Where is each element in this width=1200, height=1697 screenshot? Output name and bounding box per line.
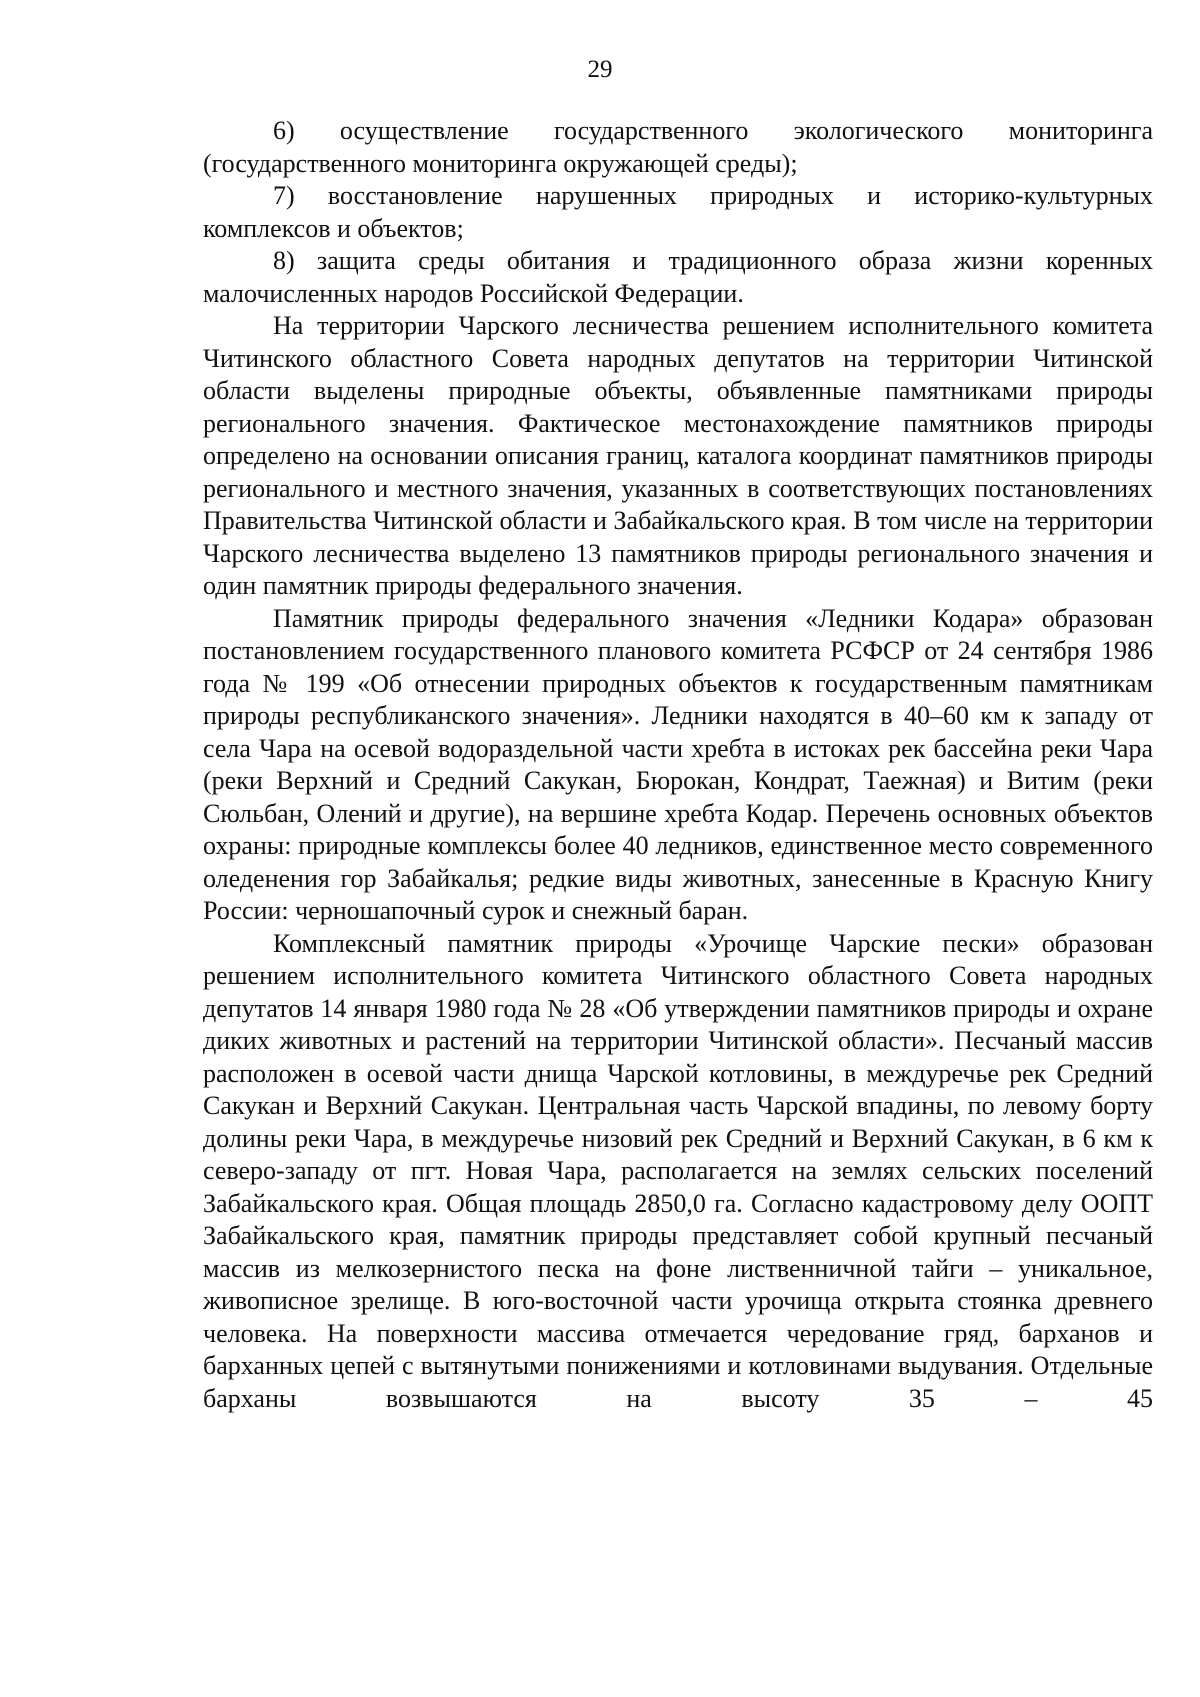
paragraph-item-6: 6) осуществление государственного экологического мониторинга (государственного мониторинга окружающей среды);	[203, 116, 1153, 178]
paragraph-item-7: 7) восстановление нарушенных природных и историко-культурных комплексов и объектов;	[203, 181, 1153, 243]
page-number: 29	[587, 56, 613, 83]
paragraph-chara-sands: Комплексный памятник природы «Урочище Чарские пески» образован решением исполнительного комитета Читинского областного Совета народных депутатов 14 января 1980 года № 28 «Об утверждении памятников природы и охране диких животных и растений на территории Читинской области». Песчаный массив расположен в осевой части днища Чарской котловины, в междуречье рек Средний Сакукан и Верхний Сакукан. Центральная часть Чарской впадины, по левому борту долины реки Чара, в междуречье низовий рек Средний и Верхний Сакукан, в 6 км к северо-западу от пгт. Новая Чара, располагается на землях сельских поселений Забайкальского края. Общая площадь 2850,0 га. Согласно кадастровому делу ООПТ Забайкальского края, памятник природы представляет собой крупный песчаный массив из мелкозернистого песка на фоне лиственничной тайги – уникальное, живописное зрелище. В юго-восточной части урочища открыта стоянка древнего человека. На поверхности массива отмечается чередование гряд, барханов и барханных цепей с вытянутыми понижениями и котловинами выдувания. Отдельные барханы возвышаются на высоту 35 – 45	[203, 928, 1153, 1413]
paragraph-kodar-glaciers: Памятник природы федерального значения «Ледники Кодара» образован постановлением государственного планового комитета РСФСР от 24 сентября 1986 года № 199 «Об отнесении природных объектов к государственным памятникам природы республиканского значения». Ледники находятся в 40–60 км к западу от села Чара на осевой водораздельной части хребта в истоках рек бассейна реки Чара (реки Верхний и Средний Сакукан, Бюрокан, Кондрат, Таежная) и Витим (реки Сюльбан, Олений и другие), на вершине хребта Кодар. Перечень основных объектов охраны: природные комплексы более 40 ледников, единственное место современного оледенения гор Забайкалья; редкие виды животных, занесенные в Красную Книгу России: черношапочный сурок и снежный баран.	[203, 603, 1153, 925]
document-body	[203, 115, 1153, 1415]
paragraph-item-8: 8) защита среды обитания и традиционного образа жизни коренных малочисленных народов Российской Федерации.	[203, 246, 1153, 308]
paragraph-chara-forestry: На территории Чарского лесничества решением исполнительного комитета Читинского областного Совета народных депутатов на территории Читинской области выделены природные объекты, объявленные памятниками природы регионального значения. Фактическое местонахождение памятников природы определено на основании описания границ, каталога координат памятников природы регионального и местного значения, указанных в соответствующих постановлениях Правительства Читинской области и Забайкальского края. В том числе на территории Чарского лесничества выделено 13 памятников природы регионального значения и один памятник природы федерального значения.	[203, 311, 1153, 600]
